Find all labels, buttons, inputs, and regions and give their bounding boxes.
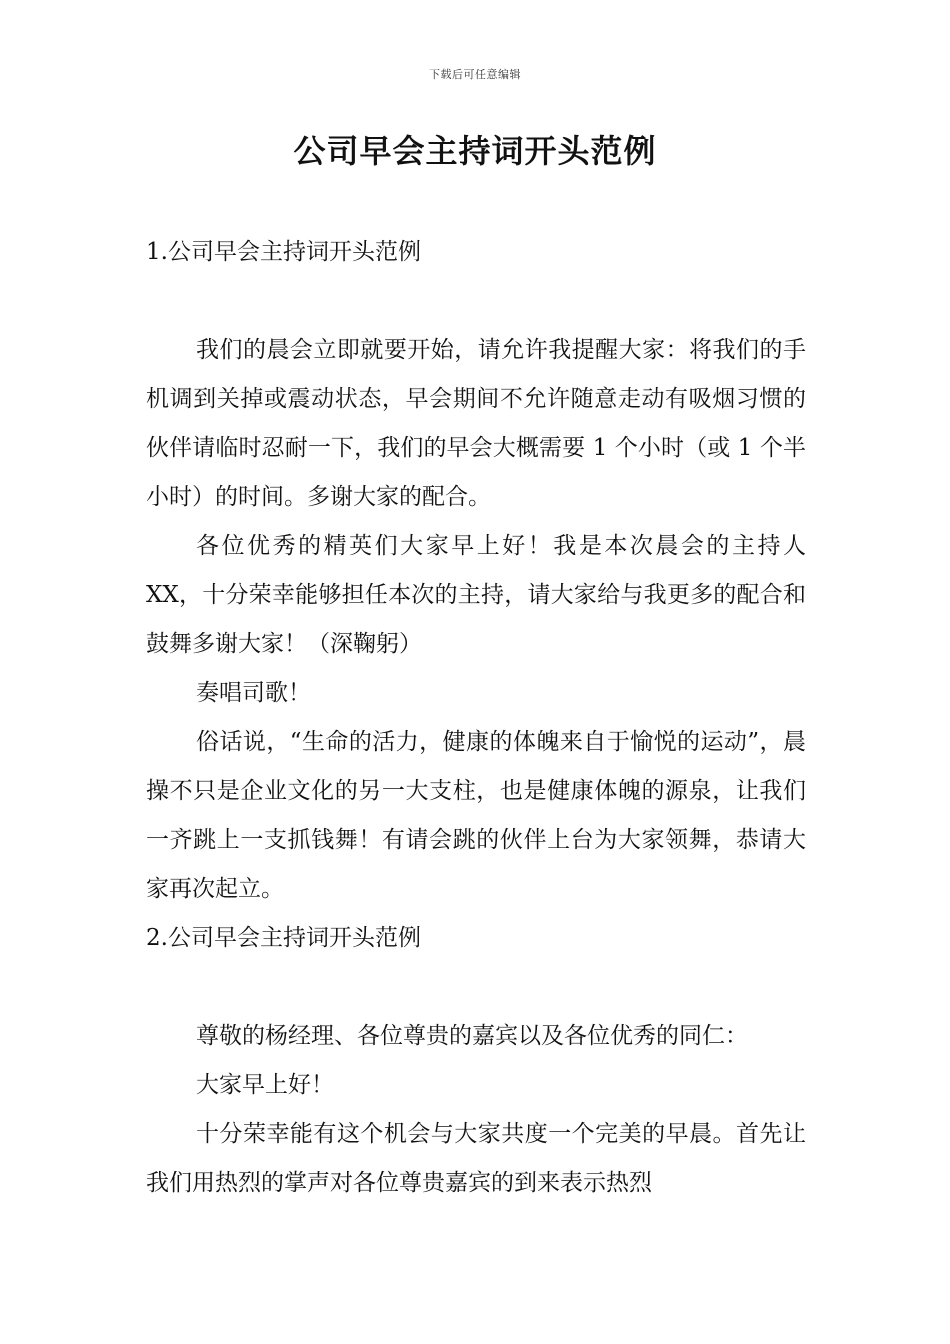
document-body bbox=[146, 228, 806, 1208]
header-note: 下载后可任意编辑 bbox=[429, 68, 521, 81]
paragraph: 十分荣幸能有这个机会与大家共度一个完美的早晨。首先让我们用热烈的掌声对各位尊贵嘉宾的到来表示热烈 bbox=[146, 1121, 806, 1196]
paragraph: 奏唱司歌！ bbox=[196, 680, 311, 706]
paragraph: 各位优秀的精英们大家早上好！我是本次晨会的主持人 XX，十分荣幸能够担任本次的主持，请大家给与我更多的配合和鼓舞多谢大家！（深鞠躬） bbox=[146, 533, 806, 657]
section-heading-2: 2.公司早会主持词开头范例 bbox=[146, 925, 421, 951]
paragraph: 大家早上好！ bbox=[196, 1072, 334, 1098]
paragraph: 尊敬的杨经理、各位尊贵的嘉宾以及各位优秀的同仁： bbox=[196, 1023, 748, 1049]
paragraph: 我们的晨会立即就要开始，请允许我提醒大家：将我们的手机调到关掉或震动状态，早会期间不允许随意走动有吸烟习惯的伙伴请临时忍耐一下，我们的早会大概需要 1 个小时（或 1 个半小时）的时间。多谢大家的配合。 bbox=[146, 337, 806, 510]
document-title: 公司早会主持词开头范例 bbox=[293, 132, 657, 170]
paragraph: 俗话说，“生命的活力，健康的体魄来自于愉悦的运动”，晨操不只是企业文化的另一大支柱，也是健康体魄的源泉，让我们一齐跳上一支抓钱舞！有请会跳的伙伴上台为大家领舞，恭请大家再次起立。 bbox=[146, 729, 806, 902]
section-heading-1: 1.公司早会主持词开头范例 bbox=[146, 239, 421, 265]
